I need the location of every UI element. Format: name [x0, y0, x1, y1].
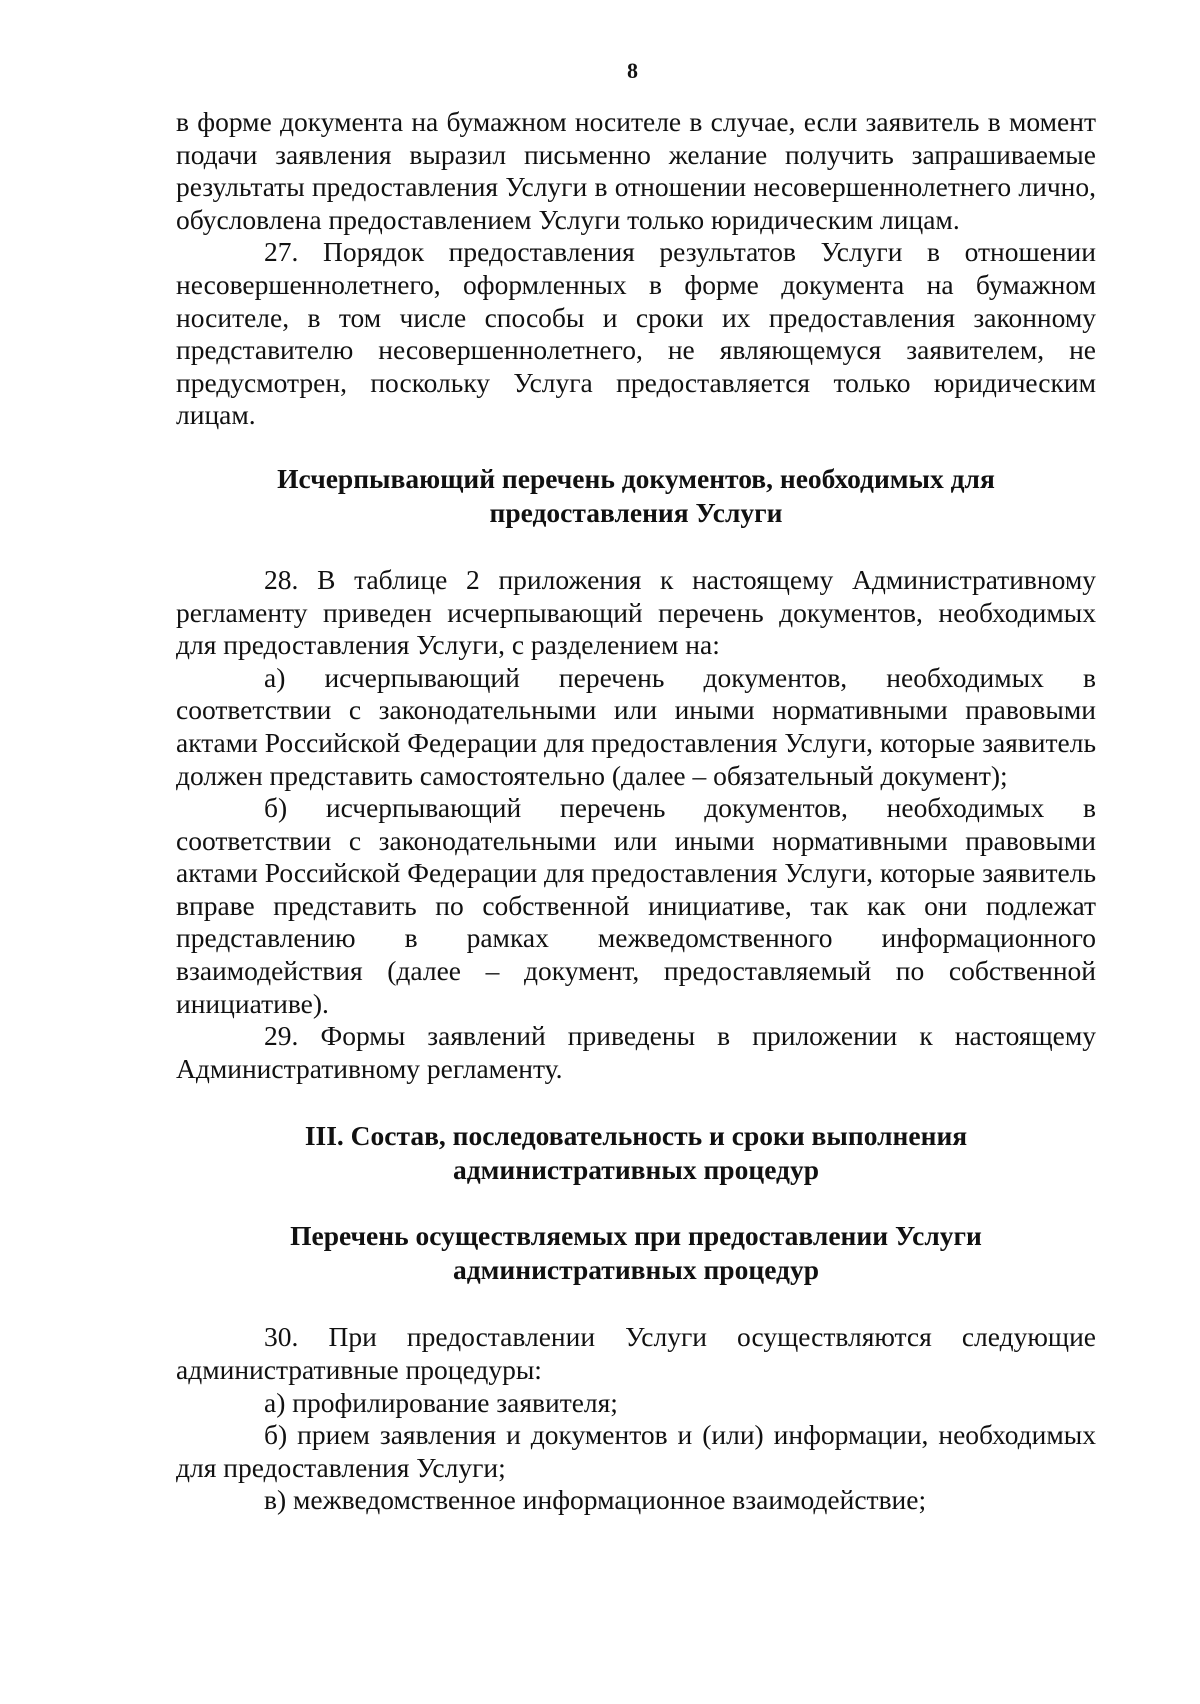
paragraph-continuation: в форме документа на бумажном носителе в случае, если заявитель в момент подачи заявления выразил письменно желание получить запрашиваемые результаты предоставления Услуги в отношении несовершеннолетнего лично, обусловлена предоставлением Услуги только юридическим лицам. — [176, 106, 1096, 235]
paragraph-28-a: а) исчерпывающий перечень документов, необходимых в соответствии с законодательными или иными нормативными правовыми актами Российской Федерации для предоставления Услуги, которые заявитель должен представить самостоятельно (далее – обязательный документ); — [176, 661, 1096, 791]
paragraph-27: 27. Порядок предоставления результатов Услуги в отношении несовершеннолетнего, оформленных в форме документа на бумажном носителе, в том числе способы и сроки их предоставления законному представителю несовершеннолетнего, не являющемуся заявителем, не предусмотрен, поскольку Услуга предоставляется только юридическим лицам. — [176, 236, 1096, 431]
page-number: 8 — [627, 58, 638, 83]
document-body — [176, 106, 1096, 1517]
heading-line: III. Состав, последовательность и сроки выполнения — [304, 1120, 968, 1152]
heading-line: Исчерпывающий перечень документов, необходимых для — [277, 462, 995, 494]
paragraph-28: 28. В таблице 2 приложения к настоящему Административному регламенту приведен исчерпывающий перечень документов, необходимых для предоставления Услуги, с разделением на: — [176, 563, 1096, 661]
heading-line: Перечень осуществляемых при предоставлении Услуги — [290, 1220, 982, 1252]
heading-documents-list — [176, 462, 1096, 530]
heading-procedures-list — [176, 1219, 1096, 1287]
paragraph-28-b: б) исчерпывающий перечень документов, необходимых в соответствии с законодательными или иными нормативными правовыми актами Российской Федерации для предоставления Услуги, которые заявитель вправе представить по собственной инициативе, так как они подлежат представлению в рамках межведомственного информационного взаимодействия (далее – документ, предоставляемый по собственной инициативе). — [176, 792, 1096, 1019]
paragraph-29: 29. Формы заявлений приведены в приложении к настоящему Административному регламенту. — [176, 1020, 1096, 1084]
heading-line: административных процедур — [453, 1154, 819, 1186]
heading-section-3 — [176, 1119, 1096, 1187]
paragraph-30-a: а) профилирование заявителя; — [264, 1386, 618, 1418]
heading-line: предоставления Услуги — [489, 496, 783, 528]
paragraph-30-c: в) межведомственное информационное взаимодействие; — [264, 1484, 927, 1516]
paragraph-30-b: б) прием заявления и документов и (или) информации, необходимых для предоставления Услуги; — [176, 1419, 1096, 1483]
paragraph-30: 30. При предоставлении Услуги осуществляются следующие административные процедуры: — [176, 1321, 1096, 1386]
heading-line: административных процедур — [453, 1254, 819, 1286]
